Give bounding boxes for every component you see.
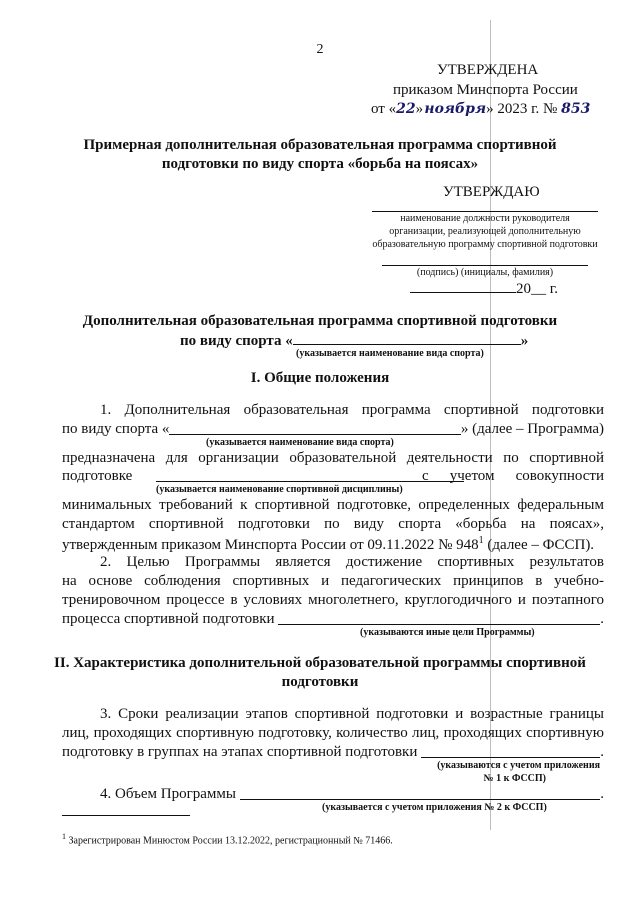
p3-line2: лиц, проходящих спортивную подготовку, количество лиц, проходящих спортивную [62,725,604,741]
page-number: 2 [316,42,324,57]
position-caption-3: образовательную программу спортивной подготовки [372,239,598,250]
p2-line1: 2. Целью Программы является достижение спортивных результатов [100,554,604,570]
p1-line3: предназначена для организации образовательной деятельности по спортивной [62,450,604,466]
p1-caption2: (указывается наименование спортивной дисциплины) [156,484,403,495]
footnote-separator [62,815,190,816]
handwritten-number: 853 [561,101,591,117]
sport-name-blank-2 [169,421,460,435]
signature-blank [382,265,588,266]
program-title-caption: (указывается наименование вида спорта) [296,348,484,359]
footnote: $^1$ Зарегистрирован Минюстом России 13.12.2022, регистрационный № 71466. [62,832,393,847]
signature-caption: (подпись) (инициалы, фамилия) [416,267,554,278]
approval-order-line: приказом Минспорта России [393,82,578,98]
p1-line4: подготовке с учетом совокупности [62,468,604,484]
p1-line2: по виду спорта « » (далее – Программа) [62,421,604,437]
position-blank [372,211,598,212]
position-caption-1: наименование должности руководителя [400,213,570,224]
section2-heading-line2: подготовки [281,674,359,690]
p1-line1: 1. Дополнительная образовательная программа спортивной подготовки [100,402,604,418]
program-title-line1: Дополнительная образовательная программа спортивной подготовки [82,313,558,329]
doc-title-line1: Примерная дополнительная образовательная программа спортивной [83,137,557,153]
p2-line3: тренировочном процессе в условиях многолетнего, круглогодичного и поэтапного [62,592,604,608]
approve-title: УТВЕРЖДАЮ [443,184,540,200]
p2-line2: на основе соблюдения спортивных и педагогических принципов в учебно- [62,573,604,589]
section1-heading: I. Общие положения [250,370,390,386]
p1-line6: стандартом спортивной подготовки по виду спорта «борьба на поясах», [62,516,604,532]
other-goals-blank [278,611,600,625]
p1-caption1: (указывается наименование вида спорта) [206,437,394,448]
p2-caption: (указываются иные цели Программы) [360,627,535,638]
handwritten-day: 22 [396,101,416,117]
p3-line1: 3. Сроки реализации этапов спортивной подготовки и возрастные границы [100,706,604,722]
volume-blank [240,786,601,800]
footnote-ref: 1 [478,535,484,546]
handwritten-month: ноября [424,101,487,117]
terms-blank [421,744,600,758]
date-blank [410,279,516,293]
position-caption-2: организации, реализующей дополнительную [389,226,581,237]
p4-caption: (указывается с учетом приложения № 2 к ФССП) [322,802,547,813]
p1-line5: минимальных требований к спортивной подготовке, определенных федеральным [62,497,604,513]
p2-line4: процесса спортивной подготовки . [62,611,604,627]
approval-title: УТВЕРЖДЕНА [437,62,539,78]
program-title-line2: по виду спорта « » [180,333,529,349]
p1-line7: утвержденным приказом Минспорта России от 09.11.2022 № $948^1$ (далее – ФССП). [62,535,595,553]
p3-line3: подготовку в группах на этапах спортивной подготовки . [62,744,604,760]
p3-caption1: (указываются с учетом приложения [437,760,600,771]
section2-heading-line1: II. Характеристика дополнительной образовательной программы спортивной [54,655,586,671]
approve-date-line: 20__ г. [410,279,558,298]
approval-date-line: от «22» ноября» 2023 г. № 853 [371,101,591,117]
doc-title-line2: подготовки по виду спорта «борьба на поясах» [161,156,479,172]
sport-name-blank [293,331,521,345]
p4-line: 4. Объем Программы . [100,786,604,802]
discipline-blank [156,468,464,482]
p3-caption2: № 1 к ФССП) [483,773,546,784]
